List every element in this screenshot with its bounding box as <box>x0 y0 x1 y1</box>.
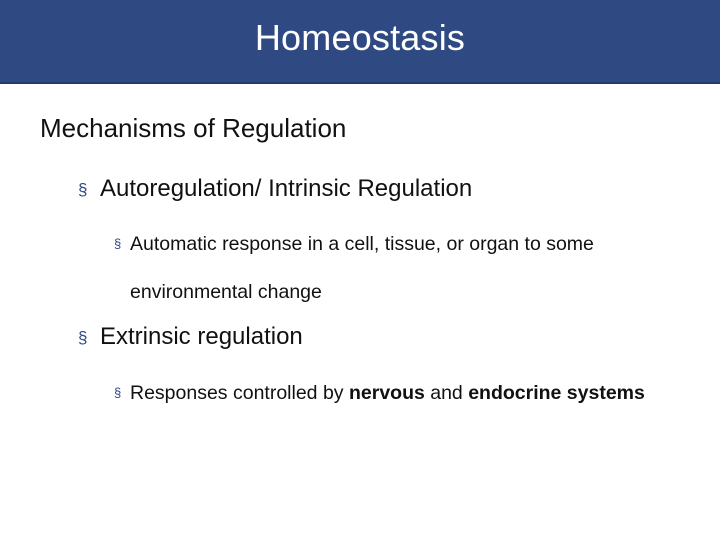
detail-bold-endocrine: endocrine <box>468 382 562 404</box>
bullet-autoregulation <box>78 175 472 204</box>
bullet-label: Autoregulation/ Intrinsic Regulation <box>100 175 473 202</box>
sub-bullet-autoregulation-detail <box>114 220 684 316</box>
square-bullet-icon: § <box>78 328 88 347</box>
sub-bullet-extrinsic-detail <box>114 369 684 417</box>
bullet-label: Extrinsic regulation <box>100 323 303 350</box>
slide-title: Homeostasis <box>254 17 466 58</box>
title-bar <box>0 0 720 84</box>
sub-bullet-text <box>130 369 684 417</box>
sub-bullet-text: Automatic response in a cell, tissue, or organ to some environmental change <box>130 233 594 303</box>
detail-prefix: Responses controlled by <box>130 382 349 404</box>
square-bullet-icon: § <box>78 180 88 199</box>
detail-suffix: systems <box>561 382 645 404</box>
detail-bold-nervous: nervous <box>348 382 425 404</box>
square-bullet-icon: § <box>114 236 122 251</box>
bullet-extrinsic-regulation <box>78 323 303 352</box>
detail-middle: and <box>424 382 469 404</box>
slide-content <box>0 84 720 540</box>
section-heading: Mechanisms of Regulation <box>40 113 347 143</box>
square-bullet-icon: § <box>114 385 122 400</box>
